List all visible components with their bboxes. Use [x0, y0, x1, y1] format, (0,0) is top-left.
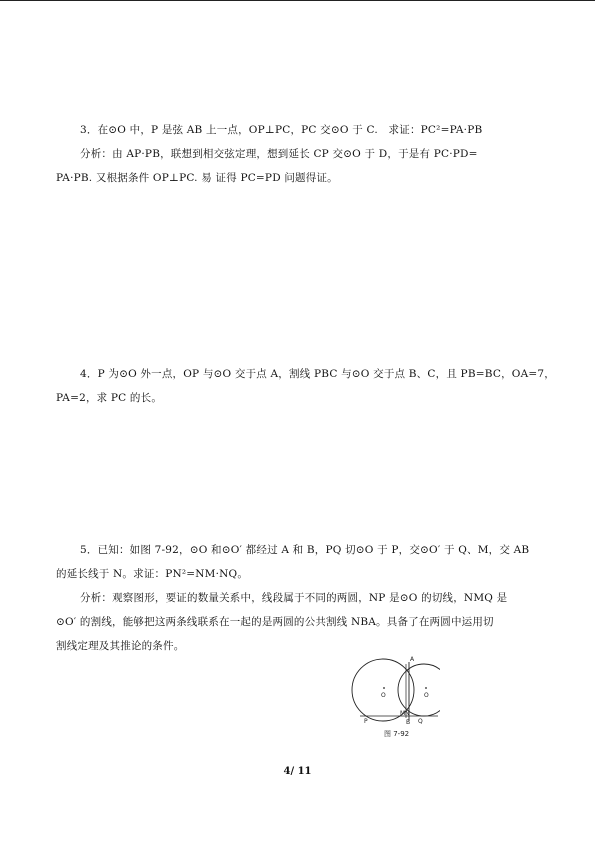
label-o-prime: O [424, 692, 429, 699]
problem-5-statement-line-1: 5．已知：如图 7-92，⊙O 和⊙O′ 都经过 A 和 B，PQ 切⊙O 于 P，交⊙O′ 于 Q、M，交 AB [80, 544, 530, 556]
problem-4-statement-line-2: PA=2，求 PC 的长。 [56, 392, 163, 404]
problem-3-statement: 3．在⊙O 中，P 是弦 AB 上一点，OP⊥PC，PC 交⊙O 于 C. 求证：PC²=PA·PB [80, 124, 483, 136]
problem-5-analysis-line-3: 割线定理及其推论的条件。 [56, 640, 185, 652]
problem-5-analysis-line-1: 分析：观察图形，要证的数量关系中，线段属于不同的两圆，NP 是⊙O 的切线，NMQ 是 [80, 592, 508, 604]
problem-4-statement-line-1: 4．P 为⊙O 外一点，OP 与⊙O 交于点 A，割线 PBC 与⊙O 交于点 B、C，且 PB=BC，OA=7， [80, 368, 555, 380]
problem-3-analysis-line-1: 分析：由 AP·PB，联想到相交弦定理，想到延长 CP 交⊙O 于 D，于是有 PC·PD= [80, 148, 478, 160]
top-rule [0, 0, 595, 1]
center-o-dot [383, 687, 385, 689]
problem-5-analysis-line-2: ⊙O′ 的割线，能够把这两条线联系在一起的是两圆的公共割线 NBA。具备了在两圆中运用切 [56, 616, 494, 628]
label-a: A [410, 656, 415, 663]
label-o: O [381, 692, 386, 699]
circle-o-prime [398, 664, 440, 716]
problem-5 [56, 538, 554, 658]
label-q: Q [418, 718, 423, 725]
label-p: P [364, 718, 368, 725]
problem-5-statement-line-2: 的延长线于 N。求证：PN²=NM·NQ。 [56, 568, 249, 580]
figure-7-92 [350, 654, 440, 740]
problem-3 [56, 118, 554, 190]
problem-3-analysis-line-2: PA·PB. 又根据条件 OP⊥PC. 易 证得 PC=PD 问题得证。 [56, 172, 338, 184]
center-o-prime-dot [425, 687, 427, 689]
problem-4 [56, 362, 554, 410]
figure-7-92-drawing [350, 654, 440, 740]
label-m: M [400, 710, 406, 717]
label-n: N [405, 710, 410, 717]
label-b: B [406, 719, 411, 726]
page-number: 4/ 11 [283, 766, 312, 777]
figure-caption: 图 7-92 [384, 730, 410, 738]
